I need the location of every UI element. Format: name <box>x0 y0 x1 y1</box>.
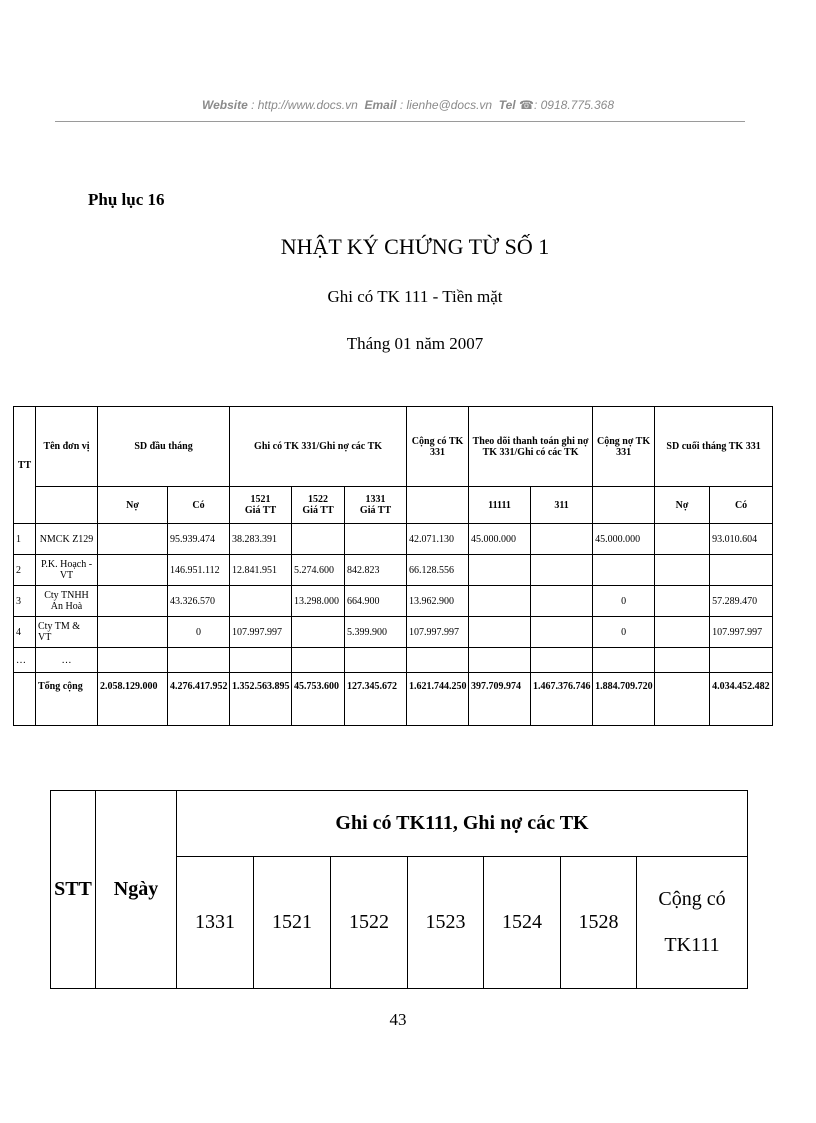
total-line-2: TK111 <box>664 934 720 956</box>
website-header <box>0 98 816 112</box>
cell-unit: Cty TM & VT <box>36 617 98 648</box>
cell-unit: P.K. Hoạch - VT <box>36 555 98 586</box>
subheader-1521-note: Giá TT <box>244 505 277 516</box>
cell-1522 <box>292 617 345 648</box>
journal-table <box>13 406 773 726</box>
subheader-1331-code: 1331 <box>365 494 386 505</box>
document-subtitle: Ghi có TK 111 - Tiền mặt <box>327 287 503 306</box>
subheader-end-no: Nợ <box>655 487 710 524</box>
total-1522: 45.753.600 <box>292 673 345 726</box>
subheader-1521 <box>230 487 292 524</box>
table-row-ellipsis <box>14 648 773 673</box>
website-label: Website <box>201 98 248 112</box>
table-row <box>14 524 773 555</box>
header-divider <box>55 121 745 122</box>
account-1522: 1522 <box>331 857 408 989</box>
cell-1331 <box>345 524 407 555</box>
cell-unit: Cty TNHH An Hoà <box>36 586 98 617</box>
cell-sd-co: 95.939.474 <box>168 524 230 555</box>
cell-tt: 4 <box>14 617 36 648</box>
subheader-11111: 11111 <box>469 487 531 524</box>
tel-label: Tel <box>498 98 516 112</box>
total-debit: 1.884.709.720 <box>593 673 655 726</box>
cell-311 <box>531 617 593 648</box>
ledger-header-table <box>50 790 748 989</box>
tel-number: : 0918.775.368 <box>533 98 615 112</box>
cell-total-credit: 66.128.556 <box>407 555 469 586</box>
cell-1331: 664.900 <box>345 586 407 617</box>
account-1331: 1331 <box>177 857 254 989</box>
cell-1522: 13.298.000 <box>292 586 345 617</box>
cell-total-debit: 0 <box>593 586 655 617</box>
header-payment: Theo dõi thanh toán ghi nợ TK 331/Ghi có các TK <box>469 407 593 487</box>
table-total-row <box>14 673 773 726</box>
cell-total-credit: 42.071.130 <box>407 524 469 555</box>
account-1528: 1528 <box>561 857 637 989</box>
cell-sd-no <box>98 586 168 617</box>
cell-1522 <box>292 524 345 555</box>
cell-311 <box>531 586 593 617</box>
header-group-credit-111: Ghi có TK111, Ghi nợ các TK <box>177 791 748 857</box>
header-tt: TT <box>14 407 36 524</box>
cell-total-credit: 107.997.997 <box>407 617 469 648</box>
header-total-credit-111 <box>637 857 748 989</box>
total-1331: 127.345.672 <box>345 673 407 726</box>
cell-total-credit: 13.962.900 <box>407 586 469 617</box>
cell-end-co: 57.289.470 <box>710 586 773 617</box>
total-11111: 397.709.974 <box>469 673 531 726</box>
cell-end-co: 107.997.997 <box>710 617 773 648</box>
subheader-co: Có <box>168 487 230 524</box>
email-label: Email <box>364 98 397 112</box>
subheader-1522-note: Giá TT <box>302 505 334 516</box>
cell-sd-no <box>98 555 168 586</box>
cell-1521: 38.283.391 <box>230 524 292 555</box>
total-label: Tổng cộng <box>36 673 98 726</box>
document-title: NHẬT KÝ CHỨNG TỪ SỐ 1 <box>280 234 550 259</box>
cell-11111: 45.000.000 <box>469 524 531 555</box>
cell-311 <box>531 524 593 555</box>
cell-tt: 3 <box>14 586 36 617</box>
table-row <box>14 586 773 617</box>
cell-end-no <box>655 586 710 617</box>
cell-unit: NMCK Z129 <box>36 524 98 555</box>
cell-tt-ellipsis: … <box>14 648 36 673</box>
phone-icon: ☎ <box>519 98 534 112</box>
cell-end-no <box>655 617 710 648</box>
header-sd-end: SD cuối tháng TK 331 <box>655 407 773 487</box>
cell-sd-co: 146.951.112 <box>168 555 230 586</box>
subheader-311: 311 <box>531 487 593 524</box>
account-1523: 1523 <box>408 857 484 989</box>
table-row <box>14 555 773 586</box>
cell-1521 <box>230 586 292 617</box>
cell-unit-ellipsis: … <box>36 648 98 673</box>
subheader-1521-code: 1521 <box>250 494 271 505</box>
subheader-no: Nợ <box>98 487 168 524</box>
cell-1522: 5.274.600 <box>292 555 345 586</box>
header-sd-start: SD đầu tháng <box>98 407 230 487</box>
header-unit: Tên đơn vị <box>36 407 98 487</box>
total-end-co: 4.034.452.482 <box>710 673 773 726</box>
header-total-credit: Cộng có TK 331 <box>407 407 469 487</box>
header-credit-331: Ghi có TK 331/Ghi nợ các TK <box>230 407 407 487</box>
cell-end-no <box>655 524 710 555</box>
total-1521: 1.352.563.895 <box>230 673 292 726</box>
subheader-unit-empty <box>36 487 98 524</box>
appendix-label: Phụ lục 16 <box>88 190 165 209</box>
header-total-debit: Cộng nợ TK 331 <box>593 407 655 487</box>
page-number: 43 <box>389 1010 407 1029</box>
cell-sd-co: 0 <box>168 617 230 648</box>
website-url[interactable]: : http://www.docs.vn <box>251 98 358 112</box>
cell-sd-no <box>98 617 168 648</box>
total-line-1: Cộng có <box>658 888 726 910</box>
account-1524: 1524 <box>484 857 561 989</box>
cell-end-no <box>655 555 710 586</box>
total-credit: 1.621.744.250 <box>407 673 469 726</box>
cell-sd-co: 43.326.570 <box>168 586 230 617</box>
document-period: Tháng 01 năm 2007 <box>346 334 484 353</box>
total-sd-no: 2.058.129.000 <box>98 673 168 726</box>
table-row <box>14 617 773 648</box>
total-end-no <box>655 673 710 726</box>
subheader-total-debit-empty <box>593 487 655 524</box>
email-address[interactable]: : lienhe@docs.vn <box>399 98 493 112</box>
cell-sd-no <box>98 524 168 555</box>
cell-11111 <box>469 617 531 648</box>
cell-1331: 5.399.900 <box>345 617 407 648</box>
cell-1521: 107.997.997 <box>230 617 292 648</box>
total-sd-co: 4.276.417.952 <box>168 673 230 726</box>
cell-11111 <box>469 555 531 586</box>
header-stt: STT <box>51 791 96 989</box>
cell-311 <box>531 555 593 586</box>
total-311: 1.467.376.746 <box>531 673 593 726</box>
subheader-end-co: Có <box>710 487 773 524</box>
account-1521: 1521 <box>254 857 331 989</box>
subheader-1522 <box>292 487 345 524</box>
cell-11111 <box>469 586 531 617</box>
cell-total-debit <box>593 555 655 586</box>
subheader-total-credit-empty <box>407 487 469 524</box>
cell-total-debit: 0 <box>593 617 655 648</box>
subheader-1331 <box>345 487 407 524</box>
header-date: Ngày <box>96 791 177 989</box>
cell-end-co <box>710 555 773 586</box>
subheader-1522-code: 1522 <box>308 494 329 505</box>
cell-1331: 842.823 <box>345 555 407 586</box>
cell-total-debit: 45.000.000 <box>593 524 655 555</box>
cell-tt: 2 <box>14 555 36 586</box>
cell-end-co: 93.010.604 <box>710 524 773 555</box>
cell-tt: 1 <box>14 524 36 555</box>
subheader-1331-note: Giá TT <box>359 505 392 516</box>
cell-1521: 12.841.951 <box>230 555 292 586</box>
